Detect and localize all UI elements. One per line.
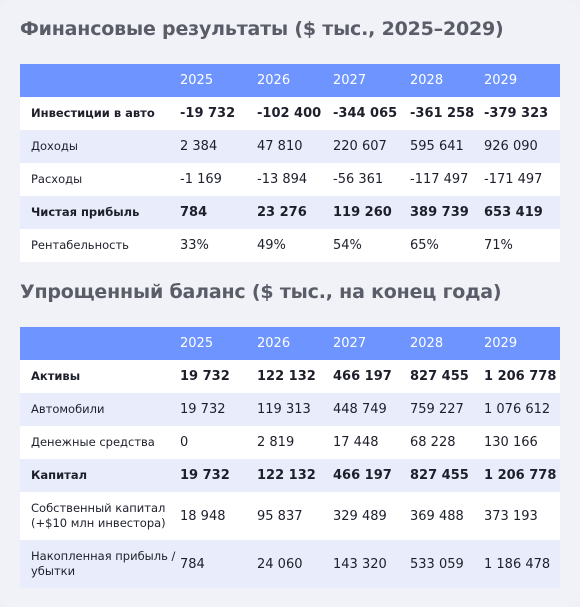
header-year: 2028 xyxy=(409,327,483,360)
row-label: Чистая прибыль xyxy=(20,196,179,229)
cell-value: 143 320 xyxy=(332,540,409,588)
row-label: Капитал xyxy=(20,459,179,492)
row-label: Денежные средства xyxy=(31,435,155,449)
cell-value: 759 227 xyxy=(409,393,483,426)
cell-value: -117 497 xyxy=(410,172,469,187)
cell-value: 130 166 xyxy=(484,435,538,450)
cell-value: 784 xyxy=(179,196,256,229)
table-header-row xyxy=(20,327,560,360)
header-year: 2025 xyxy=(179,64,256,97)
cell-value: -361 258 xyxy=(410,106,475,121)
header-year: 2026 xyxy=(256,64,332,97)
cell-value: 71% xyxy=(484,238,513,253)
cell-value: 595 641 xyxy=(409,130,483,163)
table-row-net-profit xyxy=(20,196,560,229)
cell-value: 1 186 478 xyxy=(483,540,560,588)
cell-value: 389 739 xyxy=(409,196,483,229)
cell-value: 1 206 778 xyxy=(484,369,557,384)
cell-value: 1 076 612 xyxy=(483,393,560,426)
cell-value: -344 065 xyxy=(333,106,398,121)
row-label: Активы xyxy=(31,369,81,383)
cell-value: 784 xyxy=(179,540,256,588)
balance-title: Упрощенный баланс ($ тыс., на конец года) xyxy=(20,281,502,303)
table-row-retained-earnings xyxy=(20,540,560,588)
table-row-capital xyxy=(20,459,560,492)
cell-value: 47 810 xyxy=(256,130,332,163)
cell-value: -56 361 xyxy=(333,172,384,187)
cell-value: 122 132 xyxy=(256,459,332,492)
cell-value: -379 323 xyxy=(484,106,549,121)
balance-table xyxy=(20,327,560,588)
table-row-investments xyxy=(20,97,560,130)
financial-results-table xyxy=(20,64,560,262)
cell-value: 65% xyxy=(410,238,439,253)
cell-value: -1 169 xyxy=(180,172,222,187)
cell-value: 49% xyxy=(257,238,286,253)
row-label: Расходы xyxy=(31,172,83,186)
table-row-cash xyxy=(20,426,560,459)
header-year: 2029 xyxy=(483,64,560,97)
table-row-assets xyxy=(20,360,560,393)
cell-value: 373 193 xyxy=(484,508,538,524)
cell-value: 23 276 xyxy=(256,196,332,229)
cell-value: 2 819 xyxy=(257,435,295,450)
row-label: Собственный капитал (+$10 млн инвестора) xyxy=(31,501,166,530)
table-row-expenses xyxy=(20,163,560,196)
cell-value: 827 455 xyxy=(410,369,469,384)
row-label: Рентабельность xyxy=(31,238,129,252)
cell-value: 19 732 xyxy=(179,459,256,492)
table-header-row xyxy=(20,64,560,97)
table-row-margin xyxy=(20,229,560,262)
cell-value: 68 228 xyxy=(410,435,456,450)
cell-value: 466 197 xyxy=(332,459,409,492)
cell-value: 0 xyxy=(180,435,189,450)
cell-value: -171 497 xyxy=(484,172,543,187)
table-row-revenue xyxy=(20,130,560,163)
header-blank xyxy=(20,64,179,97)
header-year: 2025 xyxy=(179,327,256,360)
cell-value: 119 260 xyxy=(332,196,409,229)
cell-value: 1 206 778 xyxy=(483,459,560,492)
row-label: Доходы xyxy=(20,130,179,163)
cell-value: 54% xyxy=(333,238,362,253)
cell-value: 329 489 xyxy=(333,508,387,524)
cell-value: 2 384 xyxy=(179,130,256,163)
header-year: 2027 xyxy=(332,327,409,360)
cell-value: 220 607 xyxy=(332,130,409,163)
cell-value: 926 090 xyxy=(483,130,560,163)
row-label: Инвестиции в авто xyxy=(31,106,155,120)
cell-value: 448 749 xyxy=(332,393,409,426)
header-year: 2027 xyxy=(332,64,409,97)
cell-value: 466 197 xyxy=(333,369,392,384)
cell-value: 19 732 xyxy=(180,369,230,384)
table-row-cars xyxy=(20,393,560,426)
cell-value: 18 948 xyxy=(180,508,226,524)
cell-value: 95 837 xyxy=(257,508,303,524)
cell-value: 17 448 xyxy=(333,435,379,450)
table-row-equity xyxy=(20,492,560,540)
cell-value: 369 488 xyxy=(410,508,464,524)
cell-value: -13 894 xyxy=(257,172,308,187)
cell-value: 827 455 xyxy=(409,459,483,492)
header-year: 2026 xyxy=(256,327,332,360)
cell-value: 119 313 xyxy=(256,393,332,426)
cell-value: -19 732 xyxy=(180,106,236,121)
financial-results-title: Финансовые результаты ($ тыс., 2025–2029) xyxy=(20,18,504,40)
header-year: 2029 xyxy=(483,327,560,360)
header-year: 2028 xyxy=(409,64,483,97)
cell-value: 122 132 xyxy=(257,369,316,384)
header-blank xyxy=(20,327,179,360)
row-label: Автомобили xyxy=(20,393,179,426)
cell-value: 24 060 xyxy=(256,540,332,588)
cell-value: -102 400 xyxy=(257,106,322,121)
cell-value: 33% xyxy=(180,238,209,253)
cell-value: 653 419 xyxy=(483,196,560,229)
row-label: Накопленная прибыль / убытки xyxy=(20,540,179,588)
cell-value: 19 732 xyxy=(179,393,256,426)
cell-value: 533 059 xyxy=(409,540,483,588)
